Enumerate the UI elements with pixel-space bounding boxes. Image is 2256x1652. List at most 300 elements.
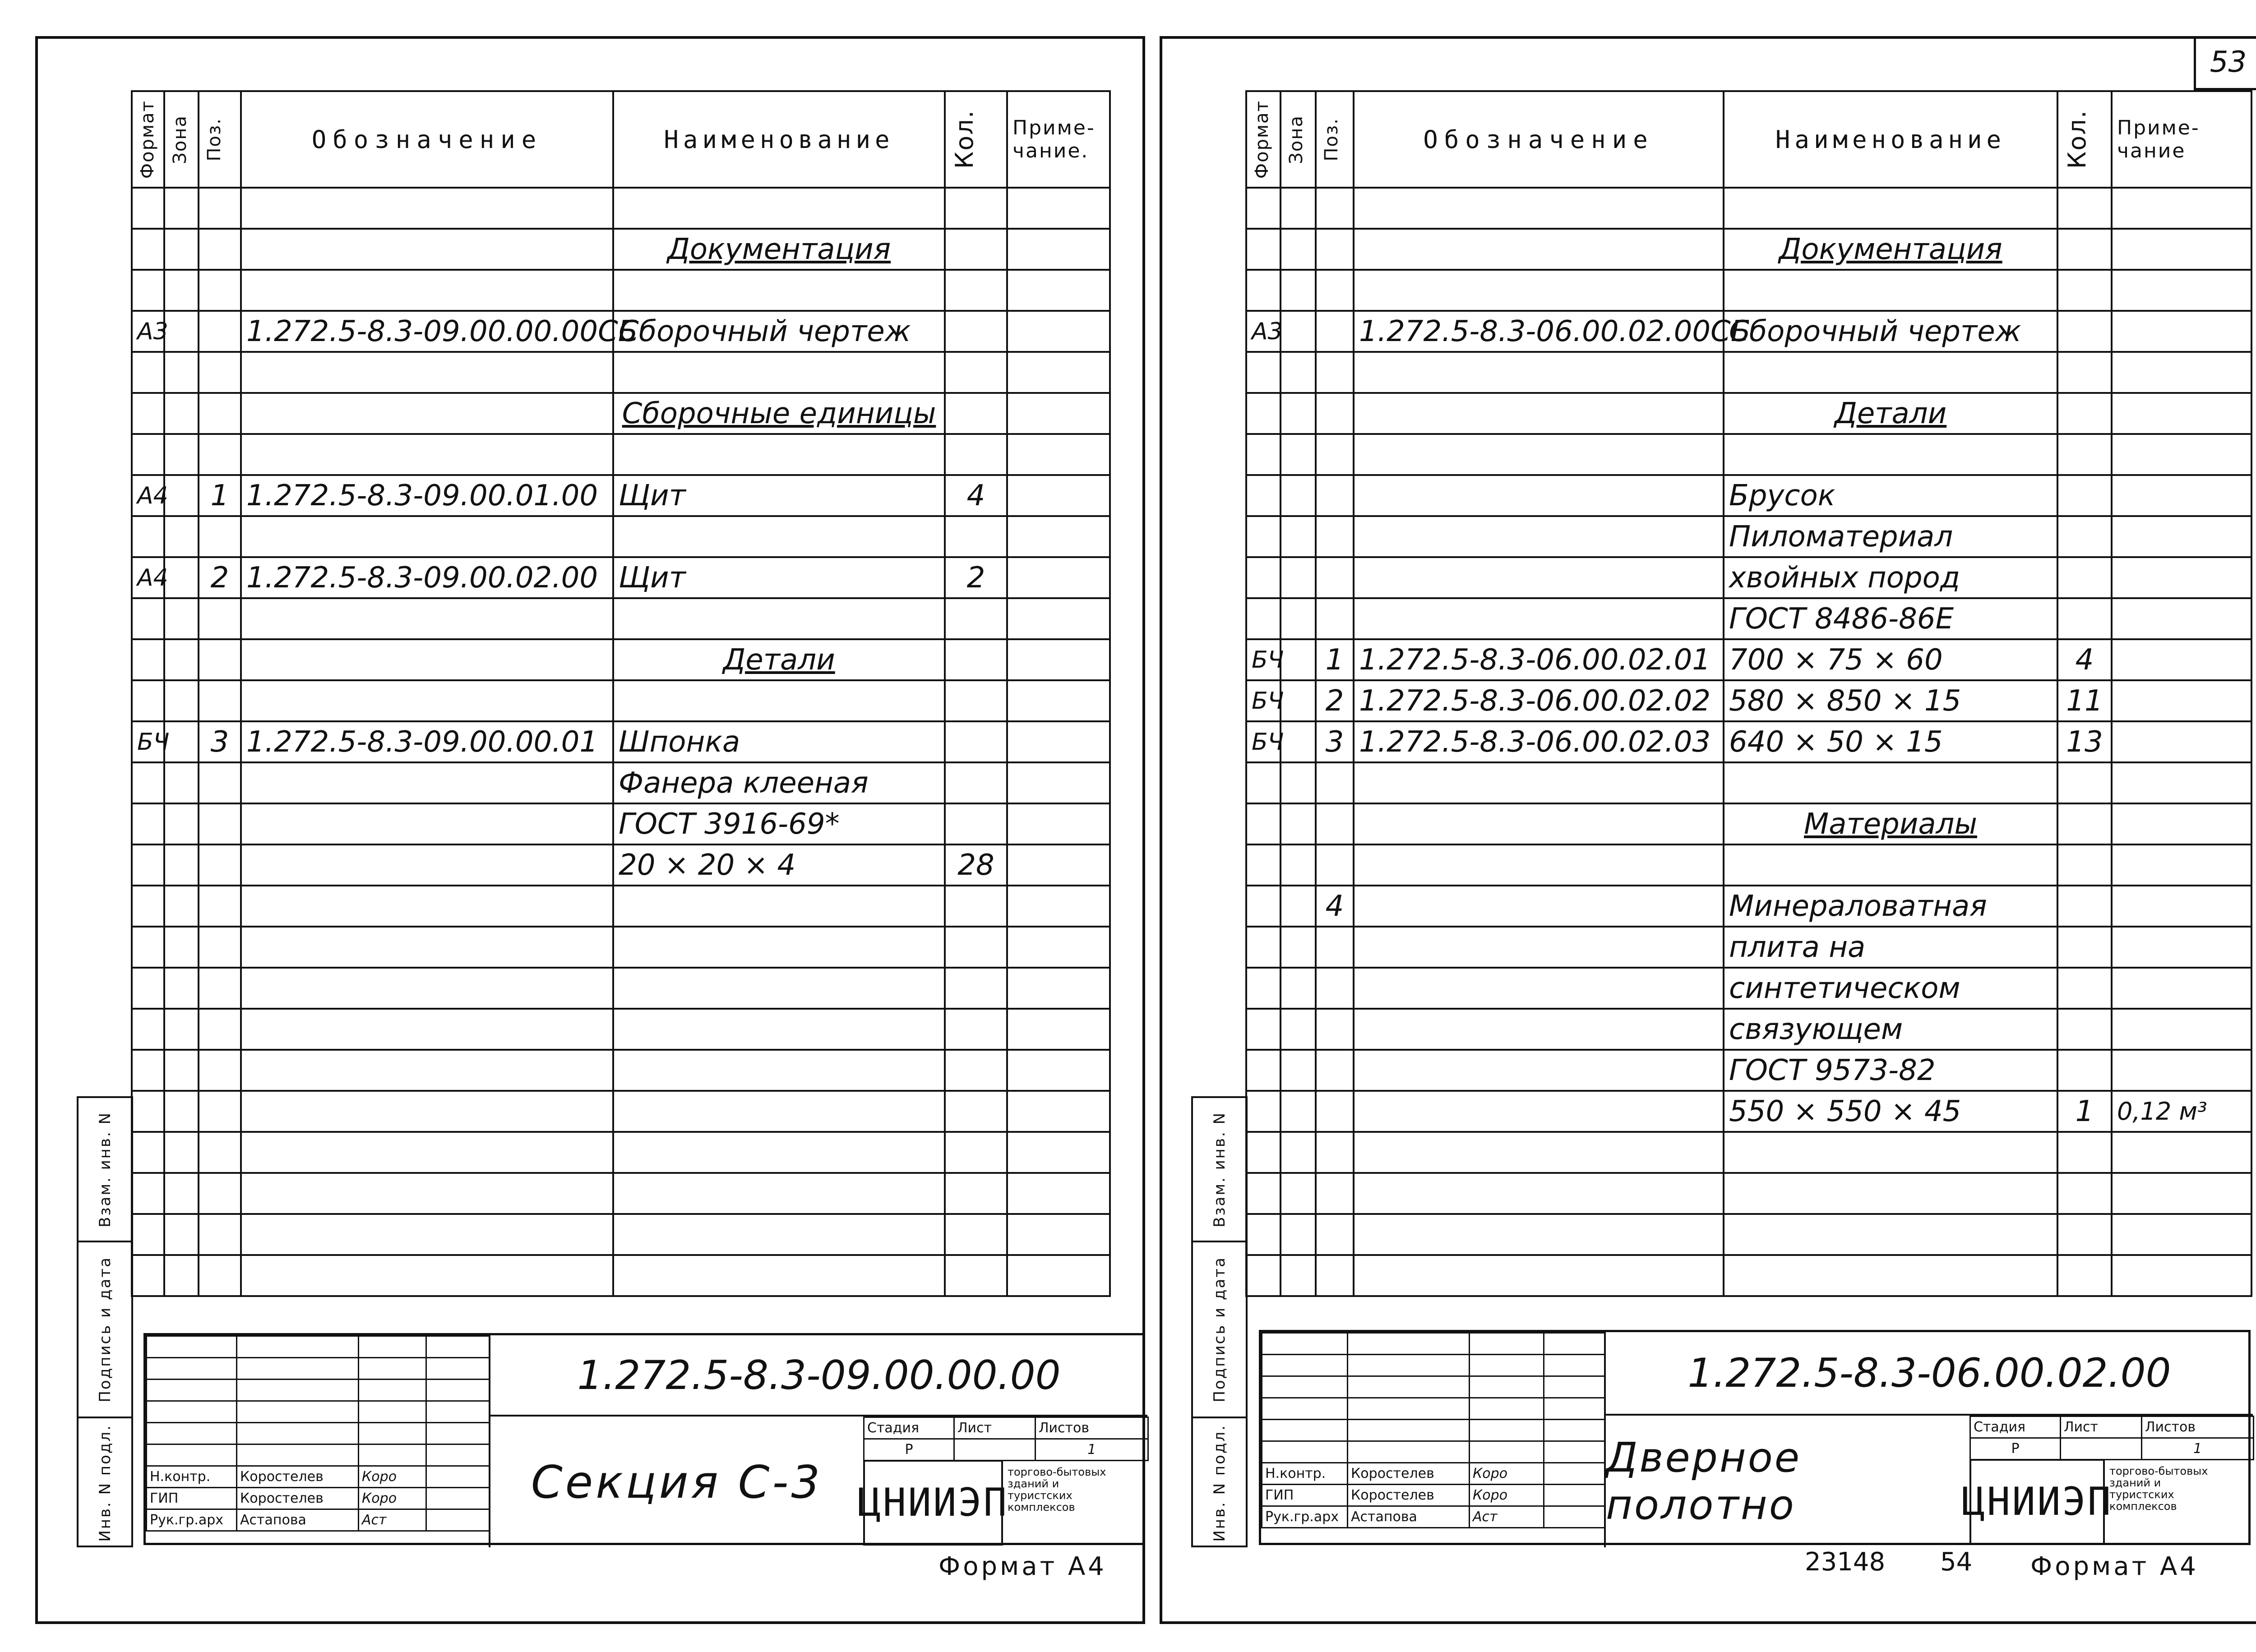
cell-qty: 28 xyxy=(945,844,1007,886)
table-row xyxy=(132,1132,1110,1173)
cell-note xyxy=(1007,1091,1110,1132)
table-row xyxy=(132,434,1110,475)
cell-name xyxy=(613,968,945,1009)
header-designation: Обозначение xyxy=(241,91,613,188)
left-doc-title: Секция С-3 xyxy=(489,1417,863,1547)
cell-qty xyxy=(945,886,1007,927)
cell-format xyxy=(1246,968,1281,1009)
cell-format xyxy=(132,352,164,393)
cell-qty xyxy=(945,270,1007,311)
cell-designation xyxy=(1354,844,1724,886)
cell-note xyxy=(2112,434,2251,475)
table-row xyxy=(132,968,1110,1009)
cell-designation xyxy=(241,1132,613,1173)
left-doc-number: 1.272.5-8.3-09.00.00.00 xyxy=(489,1335,1147,1417)
table-row xyxy=(1246,1132,2251,1173)
cell-zone xyxy=(164,762,199,803)
cell-note xyxy=(2112,1255,2251,1296)
cell-format xyxy=(1246,516,1281,557)
cell-designation xyxy=(1354,270,1724,311)
table-row xyxy=(1246,1255,2251,1296)
cell-note xyxy=(2112,927,2251,968)
tb-role-row: Н.контр. Коростелев Коро xyxy=(1262,1463,1605,1485)
cell-pos xyxy=(1316,311,1354,352)
table-row xyxy=(1246,598,2251,639)
cell-designation xyxy=(1354,1091,1724,1132)
cell-qty xyxy=(2057,270,2112,311)
cell-zone xyxy=(164,598,199,639)
table-row xyxy=(1246,639,2251,680)
cell-format xyxy=(1246,803,1281,844)
right-stage-table xyxy=(1969,1416,2254,1460)
header-name: Наименование xyxy=(613,91,945,188)
cell-zone xyxy=(1281,927,1316,968)
header-format: Формат xyxy=(1246,91,1281,188)
table-row xyxy=(132,475,1110,516)
cell-pos xyxy=(1316,188,1354,229)
cell-format xyxy=(1246,598,1281,639)
cell-zone xyxy=(1281,1009,1316,1050)
cell-designation xyxy=(241,393,613,434)
header-note: Приме-чание xyxy=(2112,91,2251,188)
table-row xyxy=(132,1050,1110,1091)
cell-name: 580 × 850 × 15 xyxy=(1724,680,2057,721)
cell-note xyxy=(1007,229,1110,270)
cell-zone xyxy=(164,1050,199,1091)
cell-note xyxy=(1007,844,1110,886)
cell-qty xyxy=(945,1132,1007,1173)
cell-name xyxy=(1724,188,2057,229)
cell-zone xyxy=(1281,803,1316,844)
left-side-strip xyxy=(77,1096,133,1547)
cell-qty xyxy=(2057,516,2112,557)
cell-format xyxy=(1246,1009,1281,1050)
cell-name xyxy=(613,1091,945,1132)
cell-designation xyxy=(241,352,613,393)
table-row xyxy=(1246,270,2251,311)
cell-qty xyxy=(945,762,1007,803)
cell-pos xyxy=(1316,1132,1354,1173)
cell-zone xyxy=(164,1214,199,1255)
cell-name xyxy=(1724,1255,2057,1296)
cell-qty xyxy=(945,639,1007,680)
cell-format xyxy=(132,598,164,639)
cell-qty xyxy=(2057,1132,2112,1173)
cell-name: Документация xyxy=(1724,229,2057,270)
cell-qty xyxy=(2057,1255,2112,1296)
table-row xyxy=(132,352,1110,393)
sheets-value: 1 xyxy=(1036,1439,1148,1461)
header-designation: Обозначение xyxy=(1354,91,1724,188)
cell-format xyxy=(132,927,164,968)
cell-name xyxy=(613,1050,945,1091)
side-label-vzam: Взам. инв. N xyxy=(1210,1111,1229,1227)
cell-qty xyxy=(2057,434,2112,475)
cell-note xyxy=(1007,927,1110,968)
cell-name: Сборочный чертеж xyxy=(613,311,945,352)
table-row xyxy=(1246,557,2251,598)
cell-pos xyxy=(1316,393,1354,434)
cell-designation xyxy=(241,886,613,927)
cell-designation xyxy=(1354,1132,1724,1173)
cell-zone xyxy=(164,475,199,516)
cell-name xyxy=(613,1214,945,1255)
cell-designation xyxy=(1354,475,1724,516)
cell-qty xyxy=(945,1091,1007,1132)
cell-name xyxy=(613,927,945,968)
cell-designation xyxy=(241,844,613,886)
tb-role-row: Рук.гр.арх Астапова Аст xyxy=(1262,1506,1605,1528)
cell-qty xyxy=(945,393,1007,434)
cell-name xyxy=(1724,1214,2057,1255)
table-row xyxy=(1246,1009,2251,1050)
tb-role-row: ГИП Коростелев Коро xyxy=(1262,1485,1605,1506)
right-logo: ЦНИИЭП xyxy=(1969,1459,2105,1545)
cell-name xyxy=(1724,762,2057,803)
cell-name xyxy=(1724,1132,2057,1173)
cell-zone xyxy=(1281,1255,1316,1296)
cell-note xyxy=(1007,598,1110,639)
cell-designation xyxy=(241,639,613,680)
table-row xyxy=(132,1214,1110,1255)
cell-name: Брусок xyxy=(1724,475,2057,516)
cell-name xyxy=(613,434,945,475)
right-side-vzam xyxy=(1193,1098,1246,1242)
cell-note xyxy=(1007,188,1110,229)
cell-designation xyxy=(1354,1009,1724,1050)
right-doc-title: Дверное полотно xyxy=(1604,1416,1969,1547)
cell-format: БЧ xyxy=(1246,721,1281,762)
cell-designation xyxy=(241,803,613,844)
cell-format xyxy=(132,968,164,1009)
cell-designation xyxy=(241,1214,613,1255)
table-row xyxy=(132,1009,1110,1050)
header-name: Наименование xyxy=(1724,91,2057,188)
table-row xyxy=(1246,762,2251,803)
cell-qty xyxy=(2057,1214,2112,1255)
table-row xyxy=(1246,311,2251,352)
cell-qty xyxy=(945,598,1007,639)
cell-zone xyxy=(164,311,199,352)
cell-zone xyxy=(164,434,199,475)
table-row xyxy=(132,270,1110,311)
cell-zone xyxy=(1281,1091,1316,1132)
cell-format xyxy=(132,393,164,434)
cell-designation: 1.272.5-8.3-09.00.00.00СБ xyxy=(241,311,613,352)
cell-pos xyxy=(199,270,241,311)
cell-pos xyxy=(199,1009,241,1050)
cell-zone xyxy=(164,968,199,1009)
cell-note xyxy=(1007,680,1110,721)
cell-note xyxy=(2112,311,2251,352)
cell-pos xyxy=(199,434,241,475)
cell-qty xyxy=(2057,229,2112,270)
cell-note xyxy=(1007,557,1110,598)
cell-format xyxy=(1246,844,1281,886)
cell-note xyxy=(1007,1255,1110,1296)
cell-pos xyxy=(199,803,241,844)
right-spec-table xyxy=(1245,90,2252,1297)
cell-name: хвойных пород xyxy=(1724,557,2057,598)
cell-zone xyxy=(164,1009,199,1050)
side-label-podpis: Подпись и дата xyxy=(96,1256,114,1403)
cell-pos xyxy=(1316,968,1354,1009)
cell-note xyxy=(2112,721,2251,762)
cell-note xyxy=(1007,311,1110,352)
cell-note: 0,12 м³ xyxy=(2112,1091,2251,1132)
cell-name: синтетическом xyxy=(1724,968,2057,1009)
cell-designation xyxy=(241,1050,613,1091)
cell-format xyxy=(1246,229,1281,270)
cell-note xyxy=(1007,434,1110,475)
cell-qty xyxy=(945,1173,1007,1214)
cell-qty xyxy=(945,1050,1007,1091)
cell-note xyxy=(1007,1173,1110,1214)
cell-qty xyxy=(2057,188,2112,229)
cell-format xyxy=(132,886,164,927)
cell-note xyxy=(1007,393,1110,434)
cell-format xyxy=(1246,475,1281,516)
cell-format xyxy=(1246,270,1281,311)
cell-zone xyxy=(1281,598,1316,639)
cell-format: БЧ xyxy=(1246,680,1281,721)
cell-zone xyxy=(164,270,199,311)
cell-format xyxy=(132,1009,164,1050)
cell-format xyxy=(1246,434,1281,475)
cell-note xyxy=(2112,516,2251,557)
cell-designation xyxy=(1354,557,1724,598)
cell-qty xyxy=(2057,557,2112,598)
cell-zone xyxy=(164,844,199,886)
cell-format xyxy=(1246,886,1281,927)
table-row xyxy=(132,393,1110,434)
cell-pos: 2 xyxy=(199,557,241,598)
side-label-inv: Инв. N подл. xyxy=(96,1424,114,1542)
cell-qty xyxy=(2057,475,2112,516)
cell-designation: 1.272.5-8.3-06.00.02.00СБ xyxy=(1354,311,1724,352)
cell-designation xyxy=(241,516,613,557)
cell-pos xyxy=(199,927,241,968)
cell-qty: 4 xyxy=(2057,639,2112,680)
cell-pos: 2 xyxy=(1316,680,1354,721)
cell-format xyxy=(132,188,164,229)
cell-designation xyxy=(1354,803,1724,844)
cell-name: Материалы xyxy=(1724,803,2057,844)
table-row xyxy=(132,844,1110,886)
side-label-podpis: Подпись и дата xyxy=(1210,1256,1229,1403)
cell-pos xyxy=(199,1214,241,1255)
cell-name: Документация xyxy=(613,229,945,270)
cell-zone xyxy=(164,803,199,844)
table-row xyxy=(1246,1050,2251,1091)
cell-note xyxy=(2112,270,2251,311)
left-stage-table xyxy=(863,1417,1149,1461)
cell-format xyxy=(1246,393,1281,434)
cell-pos xyxy=(1316,598,1354,639)
table-row xyxy=(132,1091,1110,1132)
cell-format xyxy=(1246,1214,1281,1255)
page-number-box xyxy=(2194,36,2256,90)
table-row xyxy=(1246,475,2251,516)
right-spec-body xyxy=(1246,188,2251,1296)
cell-note xyxy=(2112,598,2251,639)
cell-qty xyxy=(945,311,1007,352)
cell-designation: 1.272.5-8.3-06.00.02.03 xyxy=(1354,721,1724,762)
cell-name xyxy=(613,598,945,639)
cell-pos: 1 xyxy=(1316,639,1354,680)
cell-name xyxy=(613,352,945,393)
left-tb-grid xyxy=(146,1335,490,1532)
cell-designation xyxy=(241,434,613,475)
cell-name: 700 × 75 × 60 xyxy=(1724,639,2057,680)
cell-pos: 3 xyxy=(1316,721,1354,762)
cell-qty xyxy=(945,188,1007,229)
cell-name: Шпонка xyxy=(613,721,945,762)
cell-zone xyxy=(164,557,199,598)
cell-designation: 1.272.5-8.3-09.00.00.01 xyxy=(241,721,613,762)
sheets-header: Листов xyxy=(2142,1417,2254,1438)
cell-qty: 1 xyxy=(2057,1091,2112,1132)
cell-zone xyxy=(1281,270,1316,311)
cell-pos xyxy=(199,680,241,721)
cell-format: А3 xyxy=(132,311,164,352)
table-row xyxy=(132,229,1110,270)
cell-note xyxy=(1007,1214,1110,1255)
cell-name xyxy=(1724,270,2057,311)
header-note: Приме-чание. xyxy=(1007,91,1110,188)
cell-pos xyxy=(199,1050,241,1091)
cell-designation: 1.272.5-8.3-09.00.01.00 xyxy=(241,475,613,516)
cell-qty xyxy=(945,803,1007,844)
cell-name: 20 × 20 × 4 xyxy=(613,844,945,886)
cell-zone xyxy=(164,393,199,434)
cell-note xyxy=(1007,721,1110,762)
cell-note xyxy=(1007,803,1110,844)
cell-designation xyxy=(1354,1214,1724,1255)
cell-qty xyxy=(945,1255,1007,1296)
cell-designation xyxy=(241,188,613,229)
cell-name xyxy=(613,270,945,311)
cell-qty xyxy=(945,434,1007,475)
table-row xyxy=(132,886,1110,927)
cell-format xyxy=(1246,188,1281,229)
table-row xyxy=(132,1255,1110,1296)
cell-pos: 4 xyxy=(1316,886,1354,927)
cell-name xyxy=(613,886,945,927)
cell-name: 550 × 550 × 45 xyxy=(1724,1091,2057,1132)
cell-note xyxy=(2112,1214,2251,1255)
cell-designation xyxy=(241,927,613,968)
cell-note xyxy=(2112,352,2251,393)
right-org-text: торгово-бытовых зданий и туристских комплексов xyxy=(2109,1465,2208,1513)
stage-value: Р xyxy=(1970,1438,2061,1460)
table-row xyxy=(132,803,1110,844)
cell-zone xyxy=(1281,188,1316,229)
cell-qty xyxy=(945,968,1007,1009)
cell-format xyxy=(1246,1132,1281,1173)
cell-designation xyxy=(1354,1255,1724,1296)
cell-designation xyxy=(241,1173,613,1214)
cell-note xyxy=(1007,639,1110,680)
left-side-vzam xyxy=(79,1098,131,1242)
cell-zone xyxy=(164,680,199,721)
cell-pos: 3 xyxy=(199,721,241,762)
table-row xyxy=(1246,844,2251,886)
cell-designation xyxy=(1354,762,1724,803)
cell-zone xyxy=(1281,557,1316,598)
cell-format xyxy=(132,1255,164,1296)
cell-qty xyxy=(945,1214,1007,1255)
cell-qty xyxy=(2057,393,2112,434)
tb-role-row: Рук.гр.арх Астапова Аст xyxy=(147,1509,490,1531)
cell-designation xyxy=(241,270,613,311)
cell-name: 640 × 50 × 15 xyxy=(1724,721,2057,762)
cell-designation xyxy=(1354,188,1724,229)
table-row xyxy=(132,721,1110,762)
cell-name: ГОСТ 8486-86Е xyxy=(1724,598,2057,639)
cell-note xyxy=(2112,1050,2251,1091)
table-row xyxy=(132,927,1110,968)
stage-header: Стадия xyxy=(864,1417,954,1439)
cell-designation xyxy=(1354,1050,1724,1091)
cell-pos xyxy=(199,968,241,1009)
cell-zone xyxy=(164,1091,199,1132)
cell-zone xyxy=(164,1132,199,1173)
left-format-label: Формат А4 xyxy=(938,1552,1107,1581)
table-row xyxy=(1246,1091,2251,1132)
cell-qty xyxy=(2057,1009,2112,1050)
cell-designation xyxy=(241,229,613,270)
cell-qty xyxy=(2057,844,2112,886)
cell-pos xyxy=(1316,434,1354,475)
cell-note xyxy=(1007,270,1110,311)
table-row xyxy=(1246,188,2251,229)
cell-zone xyxy=(1281,516,1316,557)
table-row xyxy=(1246,886,2251,927)
cell-designation xyxy=(1354,352,1724,393)
cell-designation xyxy=(1354,968,1724,1009)
cell-note xyxy=(2112,844,2251,886)
left-header-row xyxy=(132,91,1110,188)
table-row xyxy=(132,762,1110,803)
cell-zone xyxy=(1281,393,1316,434)
cell-pos xyxy=(199,598,241,639)
cell-note xyxy=(1007,516,1110,557)
cell-note xyxy=(2112,188,2251,229)
cell-pos xyxy=(199,516,241,557)
cell-pos xyxy=(199,1255,241,1296)
cell-pos xyxy=(1316,1091,1354,1132)
cell-note xyxy=(1007,968,1110,1009)
cell-name: Сборочный чертеж xyxy=(1724,311,2057,352)
right-side-podpis xyxy=(1193,1242,1246,1418)
left-spec-table xyxy=(131,90,1111,1297)
cell-pos xyxy=(1316,557,1354,598)
table-row xyxy=(1246,680,2251,721)
cell-pos xyxy=(199,844,241,886)
cell-pos xyxy=(1316,1214,1354,1255)
header-format: Формат xyxy=(132,91,164,188)
cell-note xyxy=(2112,393,2251,434)
table-row xyxy=(132,1173,1110,1214)
cell-designation xyxy=(241,762,613,803)
stage-header: Стадия xyxy=(1970,1417,2061,1438)
cell-note xyxy=(2112,639,2251,680)
cell-qty xyxy=(2057,927,2112,968)
cell-designation: 1.272.5-8.3-06.00.02.01 xyxy=(1354,639,1724,680)
cell-qty xyxy=(2057,762,2112,803)
left-side-podpis xyxy=(79,1242,131,1418)
